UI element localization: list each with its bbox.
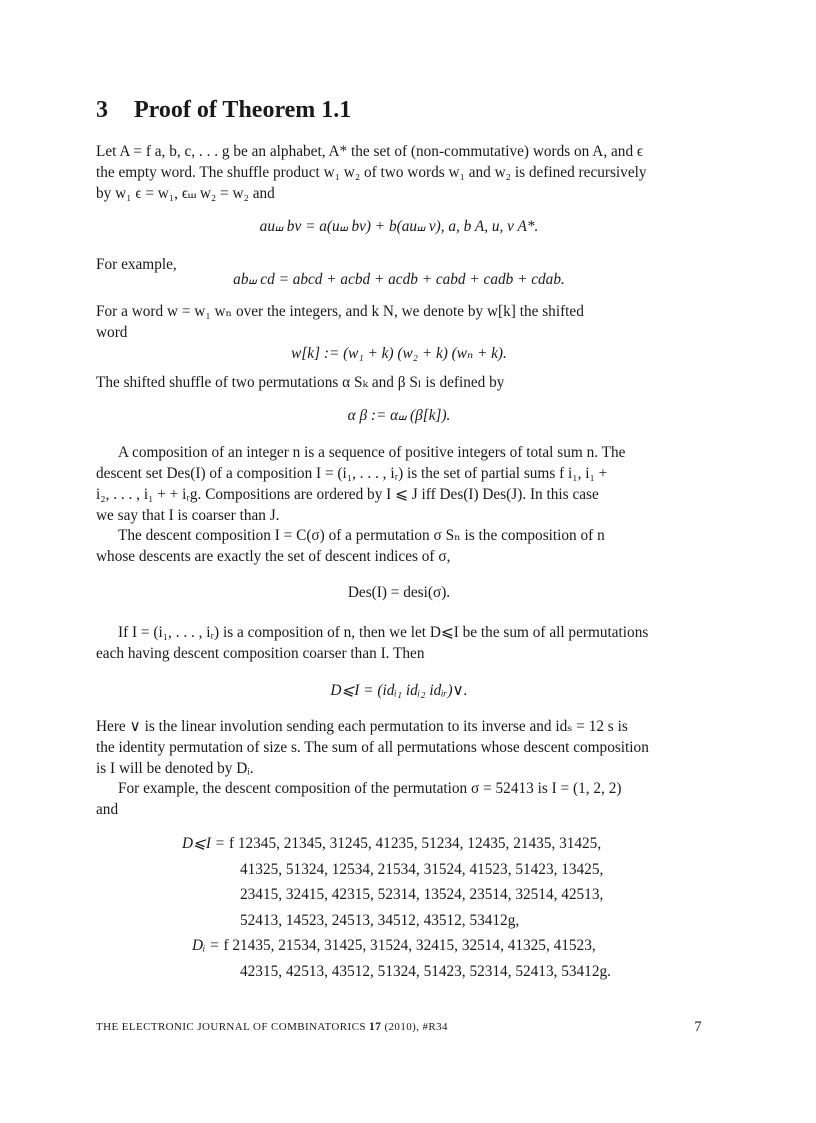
text-line: For a word w = w₁ wₙ over the integers, and k N, we denote by w[k] the shifted <box>96 303 584 320</box>
equation-shuffle: au⧢ bv = a(u⧢ bv) + b(au⧢ v), a, b A, u, v A*. <box>259 218 539 235</box>
example-label: For example, <box>96 256 177 273</box>
paragraph-composition <box>96 442 702 526</box>
text-line: we say that I is coarser than J. <box>96 507 280 524</box>
section-number: 3 <box>96 97 108 123</box>
D-leq-label: D⩽I = <box>182 835 229 852</box>
set-line: Dᵢ = f 21435, 21534, 31425, 31524, 32415, 32514, 41325, 41523, <box>192 937 596 954</box>
text-line: the identity permutation of size s. The sum of all permutations whose descent composition <box>96 739 649 756</box>
equation-des: Des(I) = desi(σ). <box>347 584 451 601</box>
text-line: whose descents are exactly the set of descent indices of σ, <box>96 548 451 565</box>
section-heading <box>96 97 351 124</box>
set-line: 41325, 51324, 12534, 21534, 31524, 41523, 51423, 13425, <box>240 860 604 878</box>
text-line: If I = (i₁, . . . , iᵣ) is a composition of n, then we let D⩽I be the sum of all permutations <box>118 624 649 641</box>
paragraph-example-2 <box>96 778 702 820</box>
equation-example: ab⧢ cd = abcd + acbd + acdb + cabd + cadb + cdab. <box>233 271 565 288</box>
text-line: each having descent composition coarser than I. Then <box>96 645 425 662</box>
text-line: word <box>96 324 128 341</box>
set-line: 52413, 14523, 24513, 34512, 43512, 53412g, <box>240 911 520 929</box>
text-line: Let A = f a, b, c, . . . g be an alphabet, A* the set of (non-commutative) words on A, and ϵ <box>96 143 644 160</box>
equation-shifted-shuffle: α β := α⧢ (β[k]). <box>347 407 451 424</box>
text-line: the empty word. The shuffle product w₁ w₂ of two words w₁ and w₂ is defined recursively <box>96 164 647 181</box>
set-line: 23415, 32415, 42315, 52314, 13524, 23514, 32514, 42513, <box>240 886 604 903</box>
text-line: and <box>96 801 119 818</box>
text-line: is I will be denoted by Dᵢ. <box>96 760 254 777</box>
text-line: descent set Des(I) of a composition I = (i₁, . . . , iᵣ) is the set of partial sums f i₁, i₁ + <box>96 465 608 482</box>
text-line: i₂, . . . , i₁ + + iᵣg. Compositions are ordered by I ⩽ J iff Des(I) Des(J). In this case <box>96 486 599 503</box>
journal-citation: THE ELECTRONIC JOURNAL OF COMBINATORICS 17 (2010), #R34 <box>96 1021 448 1033</box>
equation-D-leq: D⩽I = (idᵢ₁ idᵢ₂ idᵢᵣ)∨. <box>330 682 468 699</box>
equation-shifted-word: w[k] := (w₁ + k) (w₂ + k) (wₙ + k). <box>291 345 507 362</box>
text-line: by w₁ ϵ = w₁, ϵ⧢ w₂ = w₂ and <box>96 185 275 202</box>
D-I-label: Dᵢ = <box>192 937 224 954</box>
text-line: Here ∨ is the linear involution sending each permutation to its inverse and idₛ = 12 s is <box>96 718 628 735</box>
paragraph-here <box>96 716 702 779</box>
text-line: For example, the descent composition of the permutation σ = 52413 is I = (1, 2, 2) <box>118 780 622 797</box>
page-number: 7 <box>694 1019 702 1035</box>
paragraph-word <box>96 301 702 343</box>
text-line: The descent composition I = C(σ) of a permutation σ Sₙ is the composition of n <box>118 527 605 544</box>
paragraph-if <box>96 622 702 664</box>
text-line: A composition of an integer n is a sequence of positive integers of total sum n. The <box>118 444 626 461</box>
paragraph-alphabet <box>96 141 702 204</box>
set-line: 42315, 42513, 43512, 51324, 51423, 52314, 52413, 53412g. <box>240 962 611 980</box>
set-line: D⩽I = f 12345, 21345, 31245, 41235, 51234, 12435, 21435, 31425, <box>182 835 602 852</box>
paragraph-descent-composition <box>96 525 702 567</box>
D-leq-set <box>182 831 702 984</box>
section-title: Proof of Theorem 1.1 <box>134 97 352 123</box>
paragraph-shifted-shuffle: The shifted shuffle of two permutations α Sₖ and β Sₗ is defined by <box>96 374 505 391</box>
